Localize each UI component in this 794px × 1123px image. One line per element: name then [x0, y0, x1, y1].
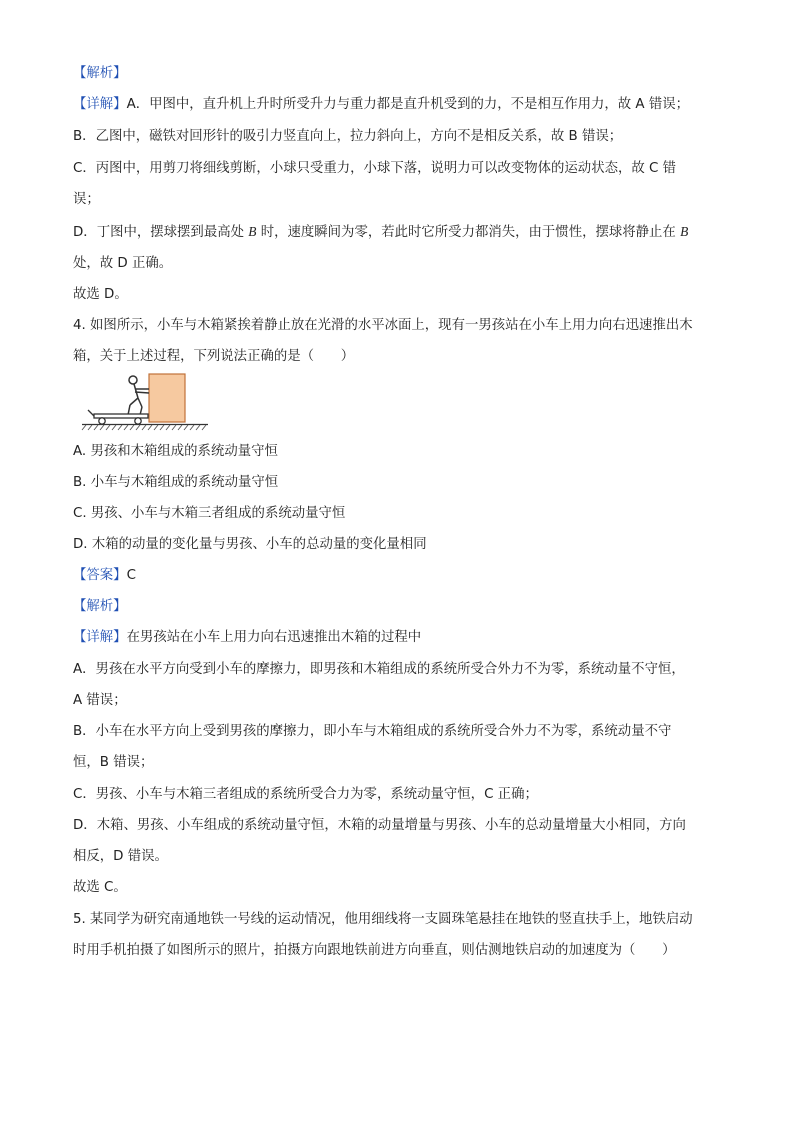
q4-stem-1: 4. 如图所示，小车与木箱紧挨着静止放在光滑的水平冰面上，现有一男孩站在小车上用力向右迅速推出木 — [73, 318, 693, 333]
q3-option-c-analysis-2: 误； — [73, 192, 100, 207]
q3-option-d-analysis-2: 处，故 D 正确。 — [73, 256, 173, 271]
q4-figure-boy-cart-box — [80, 372, 210, 432]
q4-option-a: A. 男孩和木箱组成的系统动量守恒 — [73, 444, 278, 459]
q4-detail-label: 【详解】 — [73, 630, 127, 645]
q3-detail-a-text: A．甲图中，直升机上升时所受升力与重力都是直升机受到的力，不是相互作用力，故 A 错误； — [126, 97, 690, 112]
ground-hatching — [82, 425, 206, 430]
q4-option-b: B. 小车与木箱组成的系统动量守恒 — [73, 475, 279, 490]
q3-d-mid: 时，速度瞬间为零，若此时它所受力都消失，由于惯性，摆球将静止在 — [256, 225, 681, 240]
q4-answer — [73, 566, 136, 586]
wooden-box — [149, 374, 185, 422]
answer-value: C — [126, 568, 136, 583]
q3-detail-a — [73, 95, 689, 115]
q4-detail-intro — [73, 628, 421, 648]
q3-d-var-b: B — [248, 224, 257, 239]
q3-conclusion: 故选 D。 — [73, 287, 128, 302]
cart — [88, 410, 148, 424]
q3-option-d-analysis-1 — [73, 222, 688, 243]
boy-figure — [128, 376, 149, 415]
q3-option-b-analysis: B．乙图中，磁铁对回形针的吸引力竖直向上，拉力斜向上，方向不是相反关系，故 B 错误； — [73, 129, 623, 144]
q5-stem-1: 5. 某同学为研究南通地铁一号线的运动情况，他用细线将一支圆珠笔悬挂在地铁的竖直扶手上，地铁启动 — [73, 912, 693, 927]
detail-label: 【详解】 — [73, 97, 127, 112]
q4-analysis-a-1: A．男孩在水平方向受到小车的摩擦力，即男孩和木箱组成的系统所受合外力不为零，系统动量不守恒， — [73, 662, 685, 677]
q4-stem-2: 箱，关于上述过程，下列说法正确的是（ ） — [73, 349, 355, 364]
q4-analysis-b-2: 恒，B 错误； — [73, 755, 154, 770]
q4-analysis-b-1: B．小车在水平方向上受到男孩的摩擦力，即小车与木箱组成的系统所受合外力不为零，系统动量不守 — [73, 724, 672, 739]
q4-analysis-d-2: 相反，D 错误。 — [73, 849, 168, 864]
q3-d-var-b2: B — [680, 224, 689, 239]
q5-stem-2: 时用手机拍摄了如图所示的照片，拍摄方向跟地铁前进方向垂直，则估测地铁启动的加速度为（ ） — [73, 943, 676, 958]
q4-option-d: D. 木箱的动量的变化量与男孩、小车的总动量的变化量相同 — [73, 537, 427, 552]
q4-analysis-a-2: A 错误； — [73, 693, 127, 708]
q4-option-c: C. 男孩、小车与木箱三者组成的系统动量守恒 — [73, 506, 346, 521]
analysis-label: 【解析】 — [73, 66, 127, 81]
q4-detail-intro-text: 在男孩站在小车上用力向右迅速推出木箱的过程中 — [126, 630, 422, 645]
answer-label: 【答案】 — [73, 568, 127, 583]
q4-conclusion: 故选 C。 — [73, 880, 127, 895]
q4-analysis-c: C．男孩、小车与木箱三者组成的系统所受合力为零，系统动量守恒，C 正确； — [73, 787, 538, 802]
q4-analysis-label: 【解析】 — [73, 599, 127, 614]
q4-analysis-d-1: D．木箱、男孩、小车组成的系统动量守恒，木箱的动量增量与男孩、小车的总动量增量大小相同，方向 — [73, 818, 686, 833]
q3-option-c-analysis-1: C．丙图中，用剪刀将细线剪断，小球只受重力，小球下落，说明力可以改变物体的运动状态，故 C 错 — [73, 161, 677, 176]
q3-d-pre: D．丁图中，摆球摆到最高处 — [73, 225, 249, 240]
